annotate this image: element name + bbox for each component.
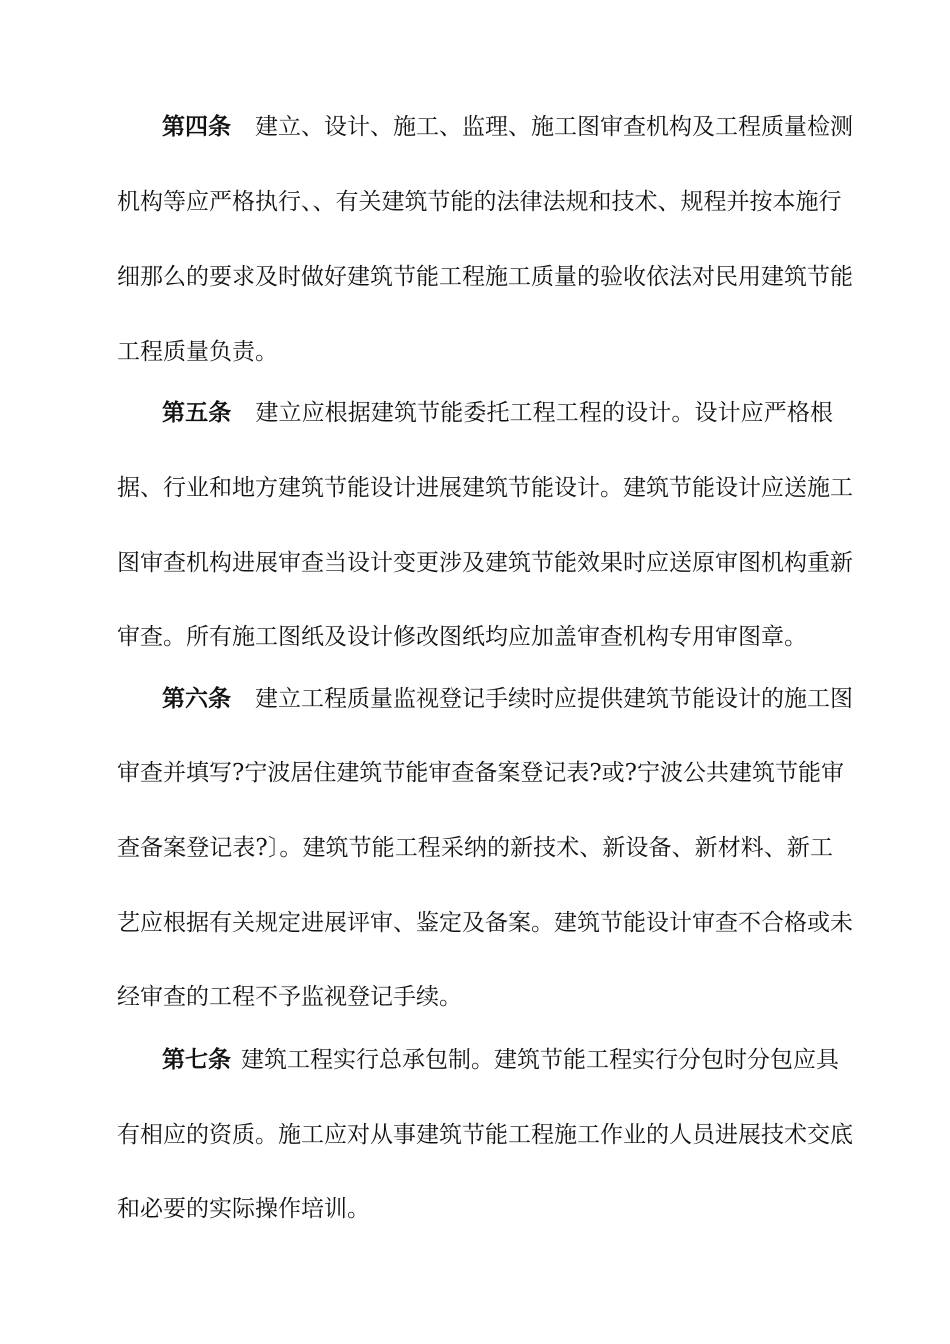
article-4-text-1: 建立、设计、施工、监理、施工图审查机构及工程质量检测 [255,114,853,140]
article-6-heading: 第六条 [162,686,231,712]
article-6-line-2: 审查并填写?宁波居住建筑节能审查备案登记表?或?宁波公共建筑节能审 [117,760,844,786]
article-5-heading: 第五条 [162,400,232,426]
article-4-line-4: 工程质量负责。 [117,339,278,365]
article-5-line-3: 图审查机构进展审查当设计变更涉及建筑节能效果时应送原审图机构重新 [117,550,853,576]
article-7-text-1: 建筑工程实行总承包制。建筑节能工程实行分包时分包应具 [241,1047,839,1073]
article-6-text-1: 建立工程质量监视登记手续时应提供建筑节能设计的施工图 [255,686,853,712]
article-4-line-2: 机构等应严格执行、、有关建筑节能的法律法规和技术、规程并按本施行 [117,189,842,215]
article-7-line-1 [162,1045,839,1075]
article-5-line-4: 审查。所有施工图纸及设计修改图纸均应加盖审查机构专用审图章。 [117,624,807,650]
article-7-heading: 第七条 [162,1047,231,1073]
article-5-line-1 [162,398,833,428]
article-7-line-3: 和必要的实际操作培训。 [117,1196,370,1222]
article-6-line-1 [162,684,853,714]
article-6-line-3: 查备案登记表?〕。建筑节能工程采纳的新技术、新设备、新材料、新工 [117,835,833,861]
article-6-line-5: 经审查的工程不予监视登记手续。 [117,984,462,1010]
article-6-line-4: 艺应根据有关规定进展评审、鉴定及备案。建筑节能设计审查不合格或未 [117,910,853,936]
article-5-line-2: 据、行业和地方建筑节能设计进展建筑节能设计。建筑节能设计应送施工 [117,475,853,501]
article-4-line-3: 细那么的要求及时做好建筑节能工程施工质量的验收依法对民用建筑节能 [117,264,853,290]
article-4-line-1 [162,112,853,142]
article-5-text-1: 建立应根据建筑节能委托工程工程的设计。设计应严格根 [255,400,834,426]
article-7-line-2: 有相应的资质。施工应对从事建筑节能工程施工作业的人员进展技术交底 [117,1122,853,1148]
article-4-heading: 第四条 [162,114,231,140]
